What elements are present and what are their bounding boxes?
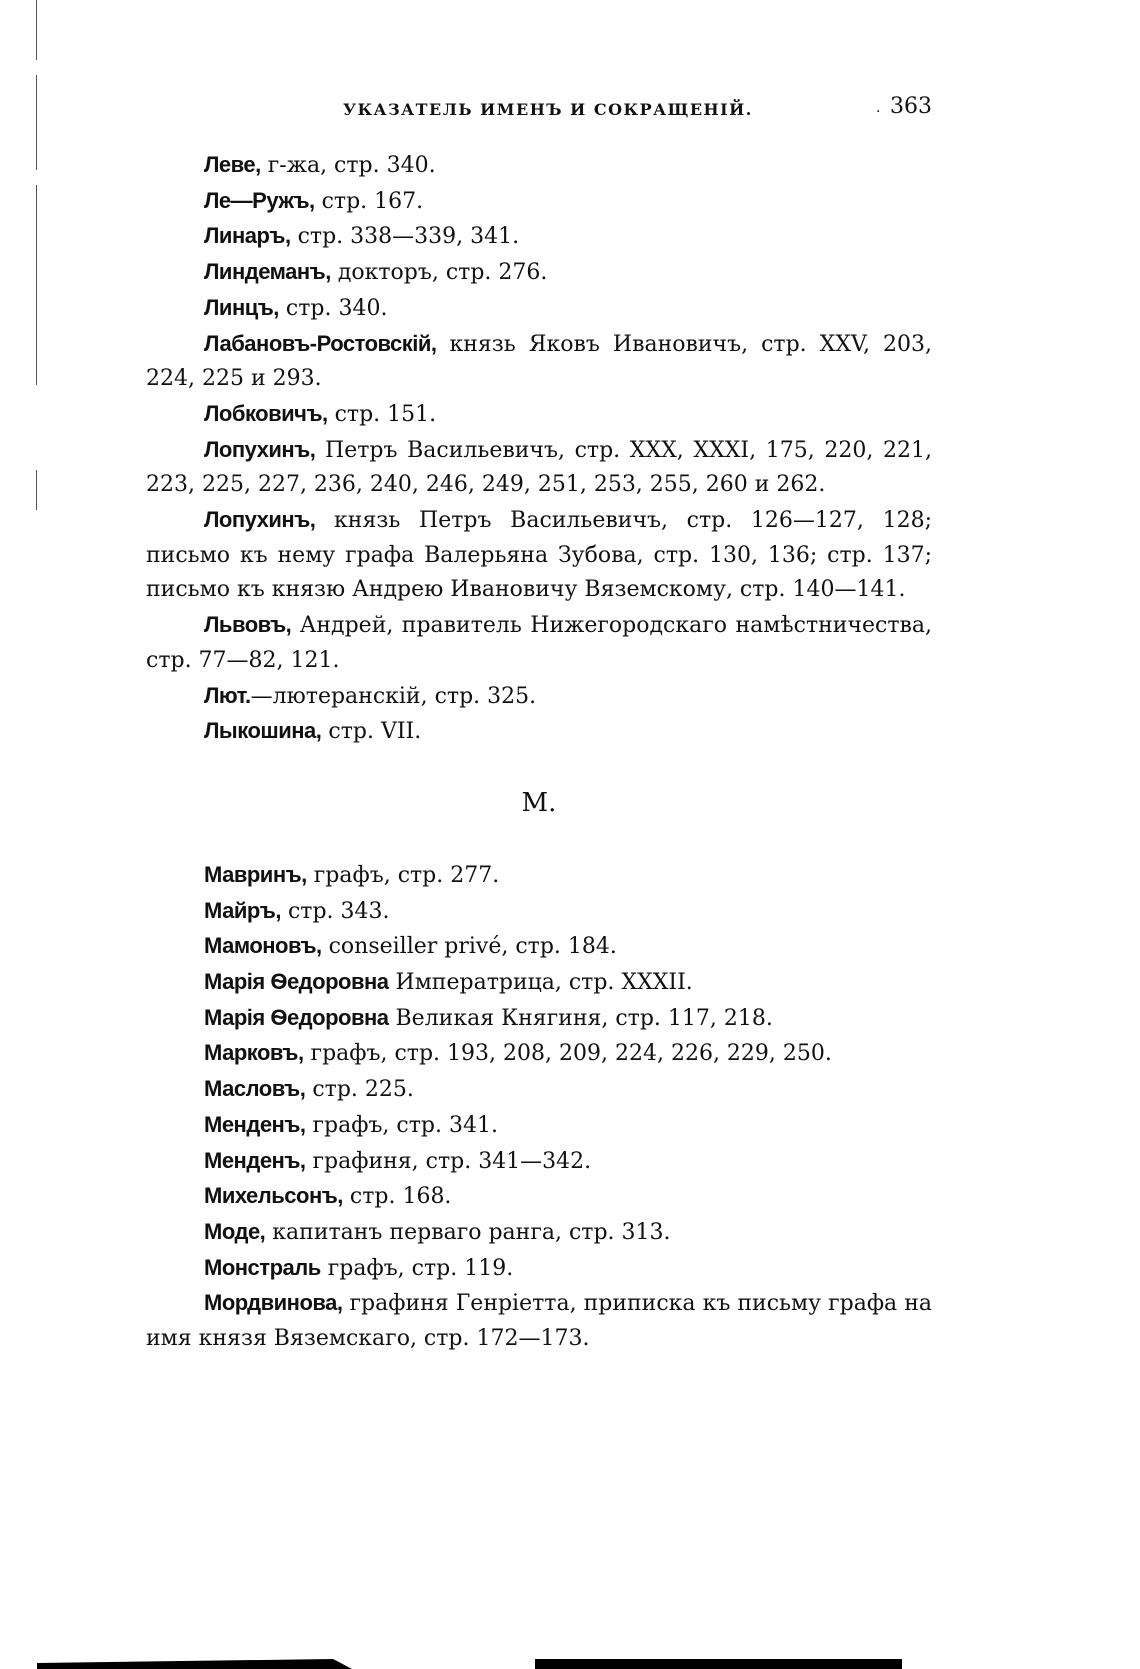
entry-name: Мордвинова, — [204, 1290, 343, 1316]
entry-name: Мамоновъ, — [204, 933, 322, 959]
entry-text: князь Яковъ Ивановичъ, стр. XXV, 203, 224, 225 и 293. — [146, 331, 932, 392]
entry-text: графъ, стр. 341. — [305, 1112, 498, 1138]
entry-name: Линаръ, — [204, 223, 291, 249]
entry-text: графъ, стр. 277. — [306, 862, 500, 888]
index-entry — [146, 1036, 932, 1072]
index-entry — [146, 1179, 932, 1215]
entry-text: графиня, стр. 341—342. — [305, 1148, 592, 1174]
entry-text: стр. VII. — [321, 719, 422, 745]
section-letter-m: М. — [521, 787, 557, 818]
entry-text: стр. 151. — [327, 401, 437, 427]
index-entry — [146, 148, 932, 184]
entry-name: Мавринъ, — [204, 861, 307, 887]
entry-name: Львовъ, — [204, 612, 292, 638]
entry-text: Императрица, стр. XXXII. — [388, 970, 693, 996]
entry-text: conseiller privé, стр. 184. — [321, 934, 617, 960]
index-entry — [146, 1001, 932, 1037]
scan-margin-line — [36, 185, 37, 385]
index-entry — [146, 1215, 932, 1251]
index-entry — [146, 327, 932, 397]
index-entry — [146, 503, 932, 608]
entry-name: Лют. — [204, 682, 251, 708]
entry-text: графиня Генріетта, приписка къ письму графа на имя князя Вяземскаго, стр. 172—173. — [146, 1291, 932, 1352]
entry-name: Монстраль — [204, 1254, 321, 1280]
entry-name: Линдеманъ, — [204, 259, 331, 285]
index-entry — [146, 679, 932, 715]
page-number: 363 — [890, 94, 932, 119]
entry-text: стр. 338—339, 341. — [290, 224, 520, 250]
scan-bottom-bar — [37, 1659, 352, 1669]
entry-name: Менденъ, — [204, 1147, 306, 1173]
index-entry — [146, 1108, 932, 1144]
index-entry — [146, 1072, 932, 1108]
scan-bottom-bar — [535, 1659, 902, 1669]
entry-text: князь Петръ Васильевичъ, стр. 126—127, 128; письмо къ нему графа Валерьяна Зубова, стр. 130, 136; стр. 137; письмо къ князю Андрею Ивановичу Вяземскому, стр. 140—141. — [146, 508, 932, 603]
entry-text: Петръ Васильевичъ, стр. XXX, XXXI, 175, 220, 221, 223, 225, 227, 236, 240, 246, 249, 251, 253, 255, 260 и 262. — [146, 437, 932, 498]
entry-text: капитанъ перваго ранга, стр. 313. — [265, 1219, 671, 1245]
entry-text: графъ, стр. 119. — [320, 1255, 514, 1281]
entry-text: графъ, стр. 193, 208, 209, 224, 226, 229, 250. — [303, 1041, 832, 1067]
entry-name: Менденъ, — [204, 1111, 306, 1137]
index-content — [146, 148, 932, 1357]
section-l — [146, 148, 932, 750]
entry-text: —лютеранскій, стр. 325. — [250, 683, 537, 709]
entry-name: Марія Ѳедоровна — [204, 1004, 389, 1030]
index-entry — [146, 894, 932, 930]
scan-margin-line — [36, 75, 37, 170]
entry-name: Лабановъ-Ростовскій, — [204, 330, 437, 356]
entry-text: стр. 343. — [280, 898, 390, 924]
entry-name: Майръ, — [204, 897, 281, 923]
entry-name: Марковъ, — [204, 1040, 304, 1066]
index-entry — [146, 965, 932, 1001]
page-header — [146, 94, 932, 126]
entry-name: Масловъ, — [204, 1076, 306, 1102]
index-entry — [146, 219, 932, 255]
scan-speck: · — [876, 104, 881, 120]
section-m — [146, 858, 932, 1357]
entry-text: стр. 168. — [342, 1184, 452, 1210]
entry-name: Моде, — [204, 1218, 266, 1244]
index-entry — [146, 433, 932, 503]
entry-text: стр. 340. — [278, 295, 388, 321]
entry-text: Андрей, правитель Нижегородскаго намѣстничества, стр. 77—82, 121. — [146, 613, 932, 673]
entry-text: Великая Княгиня, стр. 117, 218. — [388, 1005, 773, 1031]
index-entry — [146, 858, 932, 894]
entry-name: Лобковичъ, — [204, 400, 328, 426]
entry-name: Михельсонъ, — [204, 1183, 343, 1209]
index-entry — [146, 608, 932, 678]
index-entry — [146, 929, 932, 965]
entry-text: стр. 225. — [305, 1077, 414, 1103]
index-entry — [146, 1286, 932, 1356]
entry-name: Линцъ, — [204, 294, 279, 320]
scan-margin-line — [36, 0, 37, 60]
entry-name: Ле—Ружъ, — [204, 187, 315, 213]
entry-text: докторъ, стр. 276. — [330, 260, 548, 286]
entry-text: стр. 167. — [314, 188, 424, 214]
running-title: УКАЗАТЕЛЬ ИМЕНЪ И СОКРАЩЕНІЙ. — [343, 100, 753, 119]
entry-name: Марія Ѳедоровна — [204, 969, 389, 995]
entry-name: Лопухинъ, — [204, 507, 316, 533]
index-entry — [146, 1144, 932, 1180]
scan-margin-line — [36, 470, 37, 510]
index-entry — [146, 714, 932, 750]
index-entry — [146, 397, 932, 433]
index-entry — [146, 255, 932, 291]
entry-name: Лыкошина, — [204, 718, 322, 744]
index-entry — [146, 1251, 932, 1287]
index-entry — [146, 291, 932, 327]
entry-text: г-жа, стр. 340. — [260, 153, 436, 178]
entry-name: Лопухинъ, — [204, 436, 316, 462]
entry-name: Леве, — [204, 152, 261, 177]
index-entry — [146, 184, 932, 220]
